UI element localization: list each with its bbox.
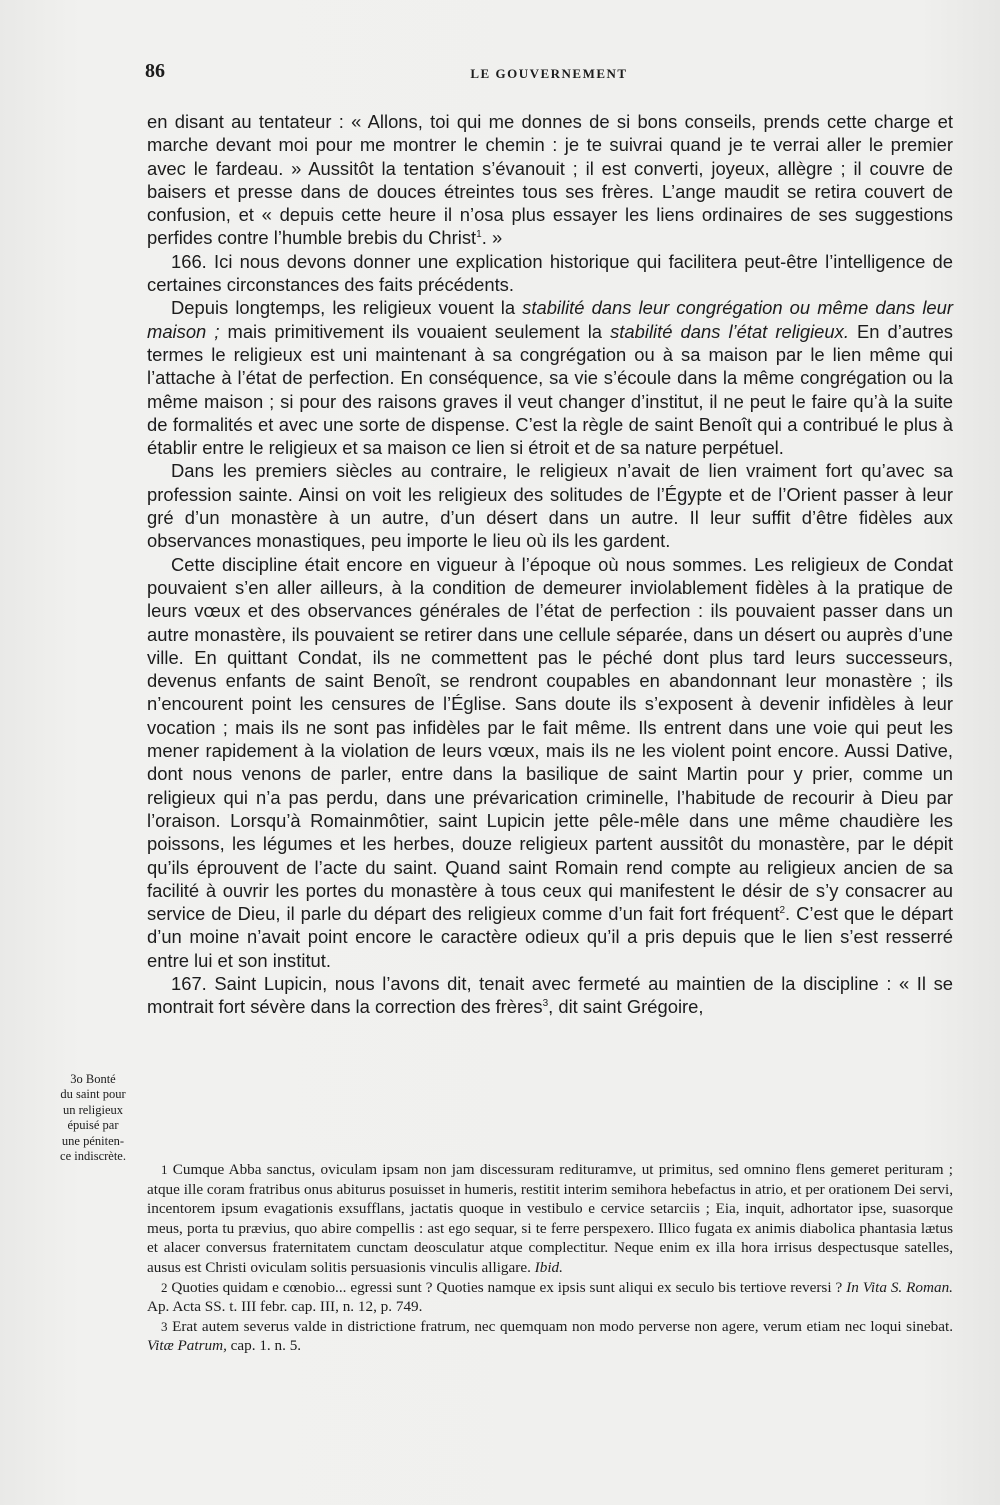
paragraph-text: en disant au tentateur : « Allons, toi qui me donnes de si bons conseils, prends cette charge et marche devant moi pour me montrer le chemin : je te suivrai quand je te verrai aller le premier avec le fardeau. » Aussitôt la tentation s’évanouit ; il est converti, joyeux, allègre ; il couvre de baisers et presse dans de douces étreintes tous ses frères. L’ange maudit se retira couvert de confusion, et « depuis cette heure il n’osa plus essayer les liens ordinaires de ses suggestions perfides contre l’humble brebis du Christ: [147, 111, 953, 249]
margin-note: [47, 1072, 139, 1164]
margin-note-line: du saint pour: [60, 1087, 126, 1102]
margin-note-line: un religieux: [62, 1102, 124, 1117]
footnote-number: 2: [161, 1279, 168, 1295]
paragraph-stability: [147, 296, 953, 459]
paragraph-text-end: . C’est que le départ d’un moine n’avait point encore le caractère odieux qu’il a pris depuis que le lien s’est resserré entre lui et son institut.: [147, 903, 953, 971]
page-number: 86: [145, 60, 165, 82]
footnote-ref-2: 2: [779, 904, 786, 916]
margin-note-line: épuisé par: [67, 1118, 119, 1133]
paragraph-text: Cette discipline était encore en vigueur à l’époque où nous sommes. Les religieux de Condat pouvaient s’en aller ailleurs, à la condition de demeurer inviolablement fidèles à la pratique de leurs vœux et des observances générales de l’état de perfection : ils pouvaient passer dans un autre monastère, ils pouvaient se retirer dans une cellule séparée, dans un désert ou auprès d’une ville. En quittant Condat, ils ne commettent pas le péché dont plus tard leurs successeurs, devenus enfants de saint Benoît, se rendront coupables en abandonnant leur monastère ; ils n’encourent point les censures de l’Église. Sans doute ils s’exposent à devenir infidèles à leur vocation ; mais ils ne sont pas infidèles par le fait même. Ils entrent dans une voie qui peut les mener rapidement à la violation de leurs vœux, mais ils ne les violent point encore. Aussi Dative, dont nous venons de parler, entre dans la basilique de saint Martin pour y prier, comme un religieux qui n’a pas perdu, dans une prévarication criminelle, l’habitude de recourir à Dieu par l’oraison. Lorsqu’à Romainmôtier, saint Lupicin jette pêle-mêle dans une même chaudière les poissons, les légumes et les herbes, douze religieux partent aussitôt du monastère, par le dépit qu’ils éprouvent de l’acte du saint. Quand saint Romain rend compte au religieux ancien de sa facilité à ouvrir les portes du monastère à tous ceux qui manifestent le désir de s’y consacrer au service de Dieu, il parle du départ des religieux comme d’un fait fort fréquent: [147, 553, 953, 925]
margin-note-line: ce indiscrète.: [60, 1149, 126, 1164]
footnote-reference: In Vita S. Roman.: [846, 1278, 953, 1296]
footnote-text: Quoties quidam e cœnobio... egressi sunt ? Quoties namque ex ipsis sunt aliqui ex seculo bis tertiove reversi ?: [167, 1278, 847, 1296]
footnote-ref-3: 3: [542, 998, 549, 1010]
paragraph-text-end: , dit saint Grégoire,: [548, 996, 704, 1018]
main-text: [147, 110, 953, 1019]
italic-phrase: stabilité dans l’état religieux.: [610, 320, 849, 342]
footnotes: [147, 1160, 953, 1356]
paragraph-early-centuries: Dans les premiers siècles au contraire, le religieux n’avait de lien vraiment fort qu’avec sa profession sainte. Ainsi on voit les religieux des solitudes de l’Égypte et de l’Orient passer à leur gré d’un monastère à un autre, d’un désert dans un autre. Il leur suffit d’être fidèles aux observances monastiques, peu importe le lieu où ils les gardent.: [147, 460, 953, 552]
footnote-reference: Vitæ Patrum,: [147, 1337, 227, 1355]
running-head: [145, 60, 953, 88]
paragraph-text: 167. Saint Lupicin, nous l’avons dit, tenait avec fermeté au maintien de la discipline : « Il se montrait fort sévère dans la correction des frères: [147, 972, 953, 1018]
footnote-2: [147, 1278, 953, 1317]
paragraph-continuation: [147, 110, 953, 250]
footnote-reference: Ibid.: [534, 1258, 563, 1276]
paragraph-167: [147, 972, 953, 1019]
footnote-text: Ap. Acta SS. t. III febr. cap. III, n. 12, p. 749.: [147, 1298, 423, 1316]
paragraph-text: Depuis longtemps, les religieux vouent la: [171, 297, 523, 319]
margin-note-line: une péniten-: [61, 1133, 125, 1148]
paragraph-text: mais primitivement ils vouaient seulement la: [219, 320, 611, 342]
paragraph-text-end: . »: [481, 227, 503, 249]
running-title: LE GOUVERNEMENT: [470, 66, 628, 81]
footnote-3: [147, 1317, 953, 1356]
footnote-number: 1: [161, 1162, 168, 1177]
paragraph-text: En d’autres termes le religieux est uni maintenant à sa congrégation ou à sa maison par le lien même qui l’attache à l’état de perfection. En conséquence, sa vie s’écoule dans la même congrégation ou la même maison ; si pour des raisons graves il veut changer d’institut, il ne peut le faire qu’à la suite de formalités et avec une sorte de dispense. C’est la règle de saint Benoît qui a contribué le plus à établir entre le religieux et sa maison ce lien si étroit et de sa nature perpétuel.: [147, 320, 953, 459]
italic-phrase: stabilité dans leur congrégation ou même dans leur maison ;: [147, 297, 953, 342]
paragraph-166: 166. Ici nous devons donner une explication historique qui facilitera peut-être l’intelligence de certaines circonstances des faits précédents.: [147, 250, 953, 296]
footnote-text: Cumque Abba sanctus, oviculam ipsam non jam discessuram redituramve, ut primitus, sed omnino flens gemeret perituram ; atque ille coram fratribus onus abiturus posuisset in humeris, restitit interim semihora hebefactus in atrio, et per orationem Dei servi, incentorem ipsum evagationis exsufflans, jactatis quoque in vestibulo e cervice setarciis ; Eia, inquit, adhortator ipse, suasorque meus, porta tu prævius, quo abire compellis : ast ego sequar, si te ferre perspexero. Illico fugata ex animis diabolica phantasia lætus et alacer conversus fraternitatem cunctam deosculatur atque complectitur. Neque enim ex illa hora irrisus despectusque satelles, ausus est Christi oviculam solitis persuasionis vinculis alligare.: [147, 1161, 953, 1276]
footnote-ref-1: 1: [476, 229, 482, 241]
footnote-text: Erat autem severus valde in districtione fratrum, nec quemquam non modo perverse non agere, verum etiam nec loqui sinebat.: [167, 1317, 953, 1335]
footnote-number: 3: [161, 1318, 168, 1334]
footnote-1: [147, 1160, 953, 1278]
paragraph-discipline: [147, 553, 953, 972]
footnote-text: cap. 1. n. 5.: [226, 1337, 302, 1355]
margin-note-line: 3o Bonté: [70, 1072, 116, 1086]
